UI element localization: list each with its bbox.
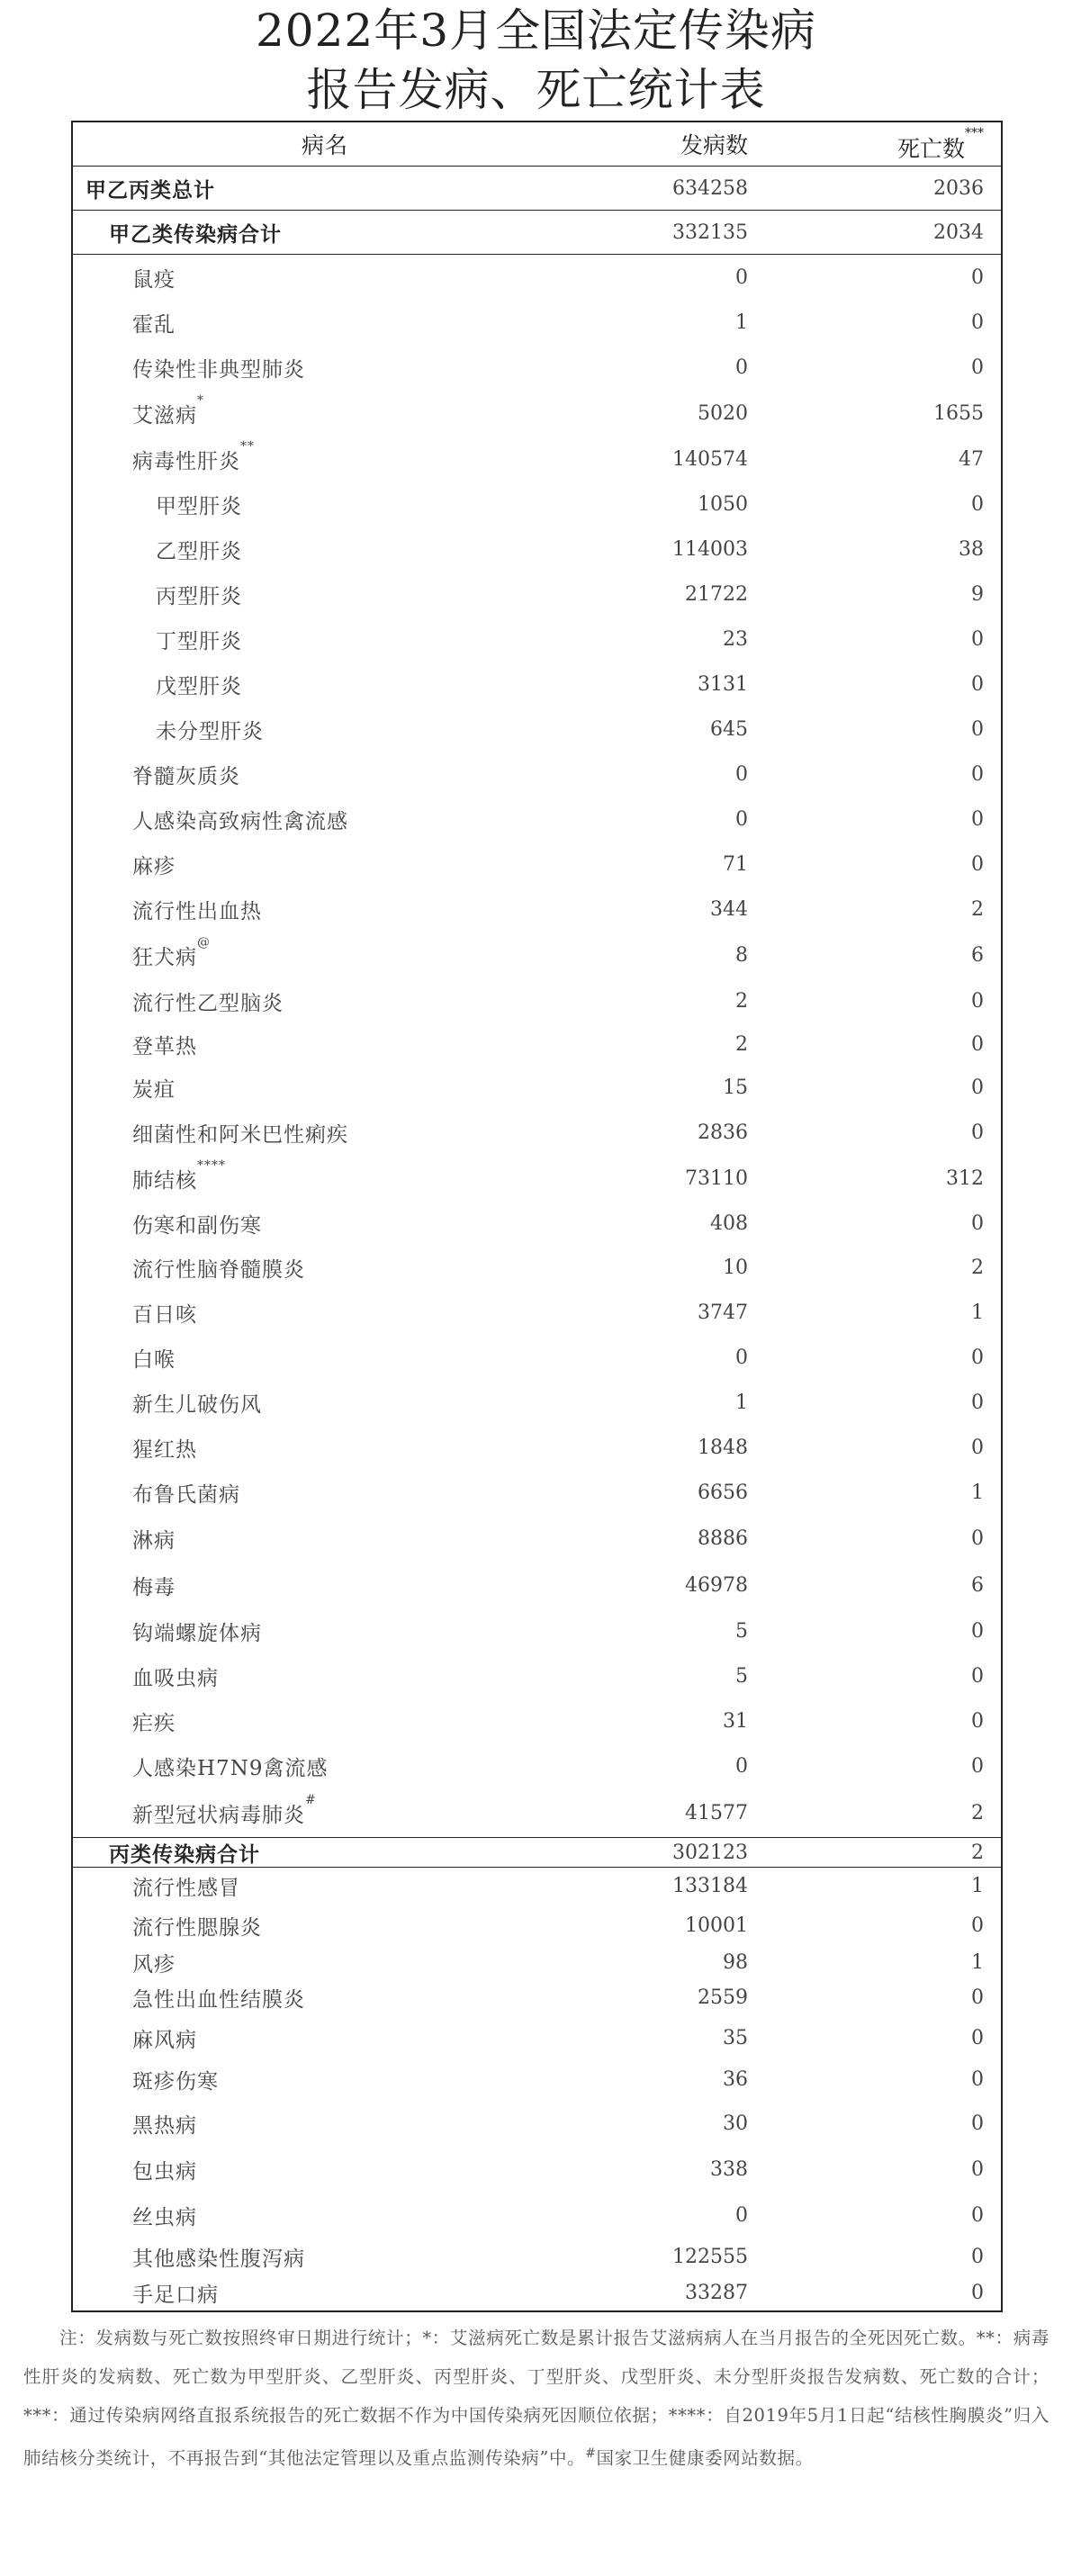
- disease-name-text: 麻风病: [132, 2028, 197, 2052]
- disease-name-text: 血吸虫病: [132, 1666, 219, 1690]
- cases-value: 0: [735, 1346, 748, 1369]
- cases-value: 2: [735, 1032, 748, 1056]
- disease-name-text: 其他感染性腹泻病: [132, 2247, 305, 2271]
- disease-name: [73, 1983, 577, 2013]
- cases-value: 2: [735, 989, 748, 1013]
- disease-name: [73, 353, 577, 383]
- disease-name-text: 肺结核: [132, 1168, 197, 1193]
- cases-value: 0: [735, 266, 748, 289]
- disease-name-text: 布鲁氏菌病: [132, 1482, 240, 1507]
- table-row: [73, 842, 1001, 887]
- disease-name: [73, 1209, 577, 1238]
- deaths-value: 6: [971, 1573, 984, 1597]
- deaths-value: 0: [971, 627, 984, 651]
- deaths-value: 2: [971, 1801, 984, 1824]
- table-row: [73, 1470, 1001, 1515]
- class-c-subtotal-deaths: 2: [971, 1841, 984, 1864]
- cases-value: 5: [735, 1619, 748, 1643]
- deaths-value: 312: [946, 1166, 984, 1190]
- header-disease-name: 病名: [301, 132, 348, 158]
- disease-name-text: 人感染H7N9禽流感: [132, 1756, 329, 1780]
- table-row: [73, 707, 1001, 752]
- page-title-line2: 报告发病、死亡统计表: [306, 64, 766, 116]
- disease-name-text: 丝虫病: [132, 2205, 197, 2229]
- cases-value: 344: [710, 897, 748, 921]
- disease-name: [73, 805, 577, 834]
- deaths-value: 0: [971, 2067, 984, 2091]
- cases-value: 0: [735, 356, 748, 379]
- disease-name-text: 急性出血性结膜炎: [132, 1987, 305, 2012]
- cases-value: 0: [735, 1754, 748, 1778]
- disease-name-text: 手足口病: [132, 2283, 219, 2307]
- footnote-mark: #: [305, 1792, 317, 1807]
- table-row: [73, 662, 1001, 707]
- disease-name-text: 霍乱: [132, 312, 176, 337]
- disease-name-text: 丁型肝炎: [156, 629, 242, 653]
- disease-name: [73, 934, 577, 970]
- cases-value: 1: [735, 1391, 748, 1414]
- table-row: [73, 1743, 1001, 1788]
- disease-name-text: 脊髓灰质炎: [132, 764, 240, 788]
- disease-name-text: 黑热病: [132, 2113, 197, 2138]
- cases-value: 41577: [685, 1801, 748, 1824]
- table-row: [73, 527, 1001, 572]
- deaths-value: 0: [971, 1032, 984, 1056]
- cases-value: 122555: [672, 2245, 748, 2268]
- table-row: [73, 572, 1001, 617]
- disease-name-text: 猩红热: [132, 1437, 197, 1462]
- disease-name: [73, 1752, 577, 1781]
- grand-total-cases: 634258: [672, 176, 748, 200]
- table-row: [73, 1335, 1001, 1380]
- disease-name: [73, 1871, 577, 1901]
- cases-value: 133184: [672, 1874, 748, 1897]
- disease-name: [73, 625, 577, 654]
- disease-name-text: 流行性感冒: [132, 1876, 240, 1900]
- table-row: [73, 1977, 1001, 2017]
- deaths-value: 0: [971, 266, 984, 289]
- table-row: [73, 1065, 1001, 1110]
- disease-name: [73, 2109, 577, 2139]
- disease-name-text: 包虫病: [132, 2159, 197, 2184]
- deaths-value: 38: [959, 537, 984, 561]
- disease-name-text: 麻疹: [132, 854, 176, 878]
- table-row: [73, 1202, 1001, 1245]
- disease-name: [73, 2065, 577, 2094]
- cases-value: 23: [723, 627, 748, 651]
- grand-total-label: 甲乙丙类总计: [86, 177, 215, 203]
- disease-name-text: 病毒性肝炎: [132, 449, 240, 473]
- table-row: [73, 2147, 1001, 2192]
- disease-name-text: 鼠疫: [132, 267, 176, 292]
- table-row: [73, 1110, 1001, 1155]
- disease-name: [73, 1792, 577, 1828]
- deaths-value: 1655: [933, 401, 984, 425]
- cases-value: 30: [723, 2112, 748, 2135]
- disease-name-text: 钩端螺旋体病: [132, 1621, 262, 1645]
- deaths-value: 0: [971, 852, 984, 876]
- cases-value: 35: [723, 2026, 748, 2049]
- footnotes-tail: 国家卫生健康委网站数据。: [596, 2447, 814, 2469]
- disease-name: [73, 895, 577, 924]
- cases-value: 1: [735, 311, 748, 334]
- disease-name: [73, 1157, 577, 1193]
- disease-name: [73, 2201, 577, 2230]
- class-ab-subtotal-cases: 332135: [672, 221, 748, 244]
- header-deaths: [748, 124, 984, 164]
- table-row: [73, 1608, 1001, 1653]
- disease-name-text: 流行性腮腺炎: [132, 1915, 262, 1940]
- class-c-subtotal-label: 丙类传染病合计: [109, 1842, 260, 1867]
- cases-value: 140574: [672, 447, 748, 471]
- header-deaths-footnote-mark: ***: [965, 126, 984, 140]
- header-deaths-label: 死亡数: [896, 136, 965, 162]
- disease-name: [73, 1343, 577, 1373]
- disease-name: [73, 1030, 577, 1059]
- disease-name: [73, 1524, 577, 1554]
- cases-value: 0: [735, 762, 748, 786]
- cases-value: 1848: [698, 1436, 748, 1459]
- table-row: [73, 978, 1001, 1023]
- deaths-value: 0: [971, 311, 984, 334]
- disease-name-text: 流行性乙型脑炎: [132, 991, 284, 1015]
- disease-name: [73, 1433, 577, 1463]
- cases-value: 5: [735, 1664, 748, 1688]
- disease-name: [73, 1948, 577, 1977]
- deaths-value: 1: [971, 1874, 984, 1897]
- disease-name: [73, 1388, 577, 1418]
- disease-name: [73, 1253, 577, 1283]
- deaths-value: 0: [971, 1346, 984, 1369]
- disease-name: [73, 535, 577, 564]
- disease-name: [73, 1298, 577, 1328]
- cases-value: 338: [710, 2157, 748, 2181]
- class-ab-subtotal-deaths: 2034: [933, 221, 984, 244]
- table-row: [73, 887, 1001, 932]
- table-row: [73, 2238, 1001, 2274]
- table-row: [73, 345, 1001, 390]
- disease-name-text: 传染性非典型肺炎: [132, 357, 305, 382]
- disease-name-text: 炭疽: [132, 1077, 176, 1102]
- deaths-value: 0: [971, 717, 984, 741]
- class-c-disease-list: [73, 1868, 1001, 2310]
- deaths-value: 0: [971, 2026, 984, 2049]
- deaths-value: 0: [971, 2157, 984, 2181]
- class-c-subtotal-cases: 302123: [672, 1841, 748, 1864]
- disease-name-text: 风疹: [132, 1952, 176, 1977]
- deaths-value: 0: [971, 2281, 984, 2304]
- deaths-value: 0: [971, 1914, 984, 1937]
- cases-value: 10: [723, 1256, 748, 1279]
- disease-name: [73, 392, 577, 428]
- deaths-value: 1: [971, 1950, 984, 1974]
- disease-name: [73, 2278, 577, 2308]
- cases-value: 21722: [685, 582, 748, 606]
- table-row: [73, 2100, 1001, 2147]
- grand-total-row: [73, 167, 1001, 211]
- cases-value: 2559: [698, 1986, 748, 2009]
- table-row: [73, 2058, 1001, 2100]
- deaths-value: 0: [971, 1664, 984, 1688]
- cases-value: 3747: [698, 1301, 748, 1324]
- deaths-value: 47: [959, 447, 984, 471]
- disease-name-text: 流行性脑脊髓膜炎: [132, 1257, 305, 1282]
- disease-name: [73, 986, 577, 1016]
- table-row: [73, 752, 1001, 797]
- cases-value: 5020: [698, 401, 748, 425]
- deaths-value: 2: [971, 897, 984, 921]
- table-row: [73, 1904, 1001, 1947]
- deaths-value: 0: [971, 1436, 984, 1459]
- class-ab-disease-list: [73, 255, 1001, 1837]
- disease-name: [73, 2242, 577, 2272]
- table-row: [73, 1245, 1001, 1290]
- table-row: [73, 2017, 1001, 2058]
- disease-name-text: 细菌性和阿米巴性痢疾: [132, 1122, 348, 1147]
- disease-name-text: 流行性出血热: [132, 899, 262, 923]
- header-cases: 发病数: [680, 132, 748, 158]
- footnote-mark: ****: [197, 1157, 226, 1173]
- deaths-value: 0: [971, 1121, 984, 1144]
- table-row: [73, 2274, 1001, 2310]
- cases-value: 0: [735, 2203, 748, 2227]
- table-row: [73, 300, 1001, 345]
- table-row: [73, 1562, 1001, 1608]
- table-row: [73, 1698, 1001, 1743]
- deaths-value: 0: [971, 1754, 984, 1778]
- table-row: [73, 1868, 1001, 1904]
- cases-value: 98: [723, 1950, 748, 1974]
- disease-name-text: 梅毒: [132, 1575, 176, 1599]
- cases-value: 46978: [685, 1573, 748, 1597]
- footnote-mark: *: [197, 392, 204, 408]
- table-row: [73, 390, 1001, 437]
- table-row: [73, 1515, 1001, 1562]
- footnotes: [23, 2319, 1049, 2478]
- cases-value: 33287: [685, 2281, 748, 2304]
- disease-name: [73, 1478, 577, 1508]
- deaths-value: 6: [971, 943, 984, 967]
- disease-name: [73, 1073, 577, 1103]
- disease-name-text: 新生儿破伤风: [132, 1392, 262, 1417]
- disease-name: [73, 263, 577, 293]
- disease-name-text: 登革热: [132, 1034, 197, 1058]
- disease-name-text: 甲型肝炎: [156, 494, 242, 518]
- deaths-value: 0: [971, 1391, 984, 1414]
- disease-name: [73, 2023, 577, 2053]
- cases-value: 645: [710, 717, 748, 741]
- deaths-value: 0: [971, 356, 984, 379]
- deaths-value: 0: [971, 1076, 984, 1099]
- cases-value: 31: [723, 1709, 748, 1733]
- disease-name-text: 未分型肝炎: [156, 719, 264, 743]
- disease-name: [73, 2155, 577, 2184]
- footnote-mark: **: [240, 438, 255, 454]
- disease-name-text: 人感染高致病性禽流感: [132, 809, 348, 833]
- disease-name: [73, 580, 577, 609]
- cases-value: 8: [735, 943, 748, 967]
- deaths-value: 1: [971, 1481, 984, 1504]
- disease-name-text: 丙型肝炎: [156, 584, 242, 608]
- deaths-value: 2: [971, 1256, 984, 1279]
- table-row: [73, 1380, 1001, 1425]
- disease-name-text: 淋病: [132, 1528, 176, 1553]
- grand-total-deaths: 2036: [933, 176, 984, 200]
- deaths-value: 0: [971, 492, 984, 516]
- deaths-value: 0: [971, 762, 984, 786]
- disease-name-text: 新型冠状病毒肺炎: [132, 1803, 305, 1827]
- cases-value: 3131: [698, 672, 748, 696]
- cases-value: 71: [723, 852, 748, 876]
- disease-name: [73, 1571, 577, 1600]
- class-ab-subtotal-row: [73, 211, 1001, 255]
- deaths-value: 0: [971, 1211, 984, 1235]
- class-ab-subtotal-label: 甲乙类传染病合计: [109, 221, 282, 247]
- deaths-value: 0: [971, 1619, 984, 1643]
- statistics-table: [71, 121, 1003, 2312]
- table-row: [73, 1947, 1001, 1977]
- disease-name: [73, 490, 577, 519]
- table-row: [73, 932, 1001, 978]
- disease-name: [73, 308, 577, 338]
- cases-value: 114003: [672, 537, 748, 561]
- deaths-value: 0: [971, 1527, 984, 1550]
- disease-name: [73, 1911, 577, 1941]
- disease-name-text: 狂犬病: [132, 945, 197, 969]
- cases-value: 36: [723, 2067, 748, 2091]
- disease-name: [73, 670, 577, 699]
- disease-name-text: 白喉: [132, 1347, 176, 1372]
- disease-name-text: 艾滋病: [132, 403, 197, 428]
- deaths-value: 0: [971, 1986, 984, 2009]
- cases-value: 10001: [685, 1914, 748, 1937]
- disease-name: [73, 1707, 577, 1736]
- table-row: [73, 1653, 1001, 1698]
- deaths-value: 0: [971, 989, 984, 1013]
- footnotes-text: 注：发病数与死亡数按照终审日期进行统计；*：艾滋病死亡数是累计报告艾滋病病人在当月报告的全死因死亡数。**：病毒性肝炎的发病数、死亡数为甲型肝炎、乙型肝炎、丙型肝炎、丁型肝炎、戊型肝炎、未分型肝炎报告发病数、死亡数的合计；***：通过传染病网络直报系统报告的死亡数据不作为中国传染病死因顺位依据；****：自2019年5月1日起“结核性胸膜炎”归入肺结核分类统计，不再报告到“其他法定管理以及重点监测传染病”中。: [23, 2328, 1049, 2469]
- deaths-value: 1: [971, 1301, 984, 1324]
- cases-value: 2836: [698, 1121, 748, 1144]
- table-row: [73, 617, 1001, 662]
- cases-value: 6656: [698, 1481, 748, 1504]
- cases-value: 1050: [698, 492, 748, 516]
- title-block: [0, 0, 1072, 119]
- cases-value: 73110: [685, 1166, 748, 1190]
- cases-value: 15: [723, 1076, 748, 1099]
- disease-name-text: 疟疾: [132, 1711, 176, 1735]
- disease-name-text: 伤寒和副伤寒: [132, 1213, 262, 1238]
- page-title-line1: 2022年3月全国法定传染病: [255, 5, 817, 57]
- table-row: [73, 255, 1001, 300]
- disease-name: [73, 438, 577, 474]
- disease-name: [73, 1662, 577, 1691]
- table-row: [73, 1290, 1001, 1335]
- table-header: [73, 122, 1001, 167]
- cases-value: 0: [735, 807, 748, 831]
- disease-name: [73, 715, 577, 744]
- table-row: [73, 437, 1001, 482]
- cases-value: 8886: [698, 1527, 748, 1550]
- disease-name-text: 戊型肝炎: [156, 674, 242, 698]
- disease-name-text: 百日咳: [132, 1302, 197, 1327]
- class-c-subtotal-row: [73, 1837, 1001, 1868]
- deaths-value: 0: [971, 672, 984, 696]
- table-row: [73, 797, 1001, 842]
- cases-value: 408: [710, 1211, 748, 1235]
- disease-name-text: 斑疹伤寒: [132, 2069, 219, 2094]
- table-row: [73, 1155, 1001, 1202]
- deaths-value: 0: [971, 2112, 984, 2135]
- deaths-value: 0: [971, 1709, 984, 1733]
- table-row: [73, 1023, 1001, 1065]
- disease-name: [73, 760, 577, 789]
- disease-name-text: 乙型肝炎: [156, 539, 242, 563]
- footnote-mark: @: [197, 934, 211, 950]
- disease-name: [73, 1118, 577, 1148]
- disease-name: [73, 1617, 577, 1646]
- footnotes-hash-mark: #: [585, 2446, 597, 2461]
- deaths-value: 0: [971, 807, 984, 831]
- table-row: [73, 2192, 1001, 2238]
- disease-name: [73, 850, 577, 879]
- deaths-value: 9: [971, 582, 984, 606]
- table-row: [73, 482, 1001, 527]
- deaths-value: 0: [971, 2245, 984, 2268]
- deaths-value: 0: [971, 2203, 984, 2227]
- table-row: [73, 1425, 1001, 1470]
- table-row: [73, 1788, 1001, 1837]
